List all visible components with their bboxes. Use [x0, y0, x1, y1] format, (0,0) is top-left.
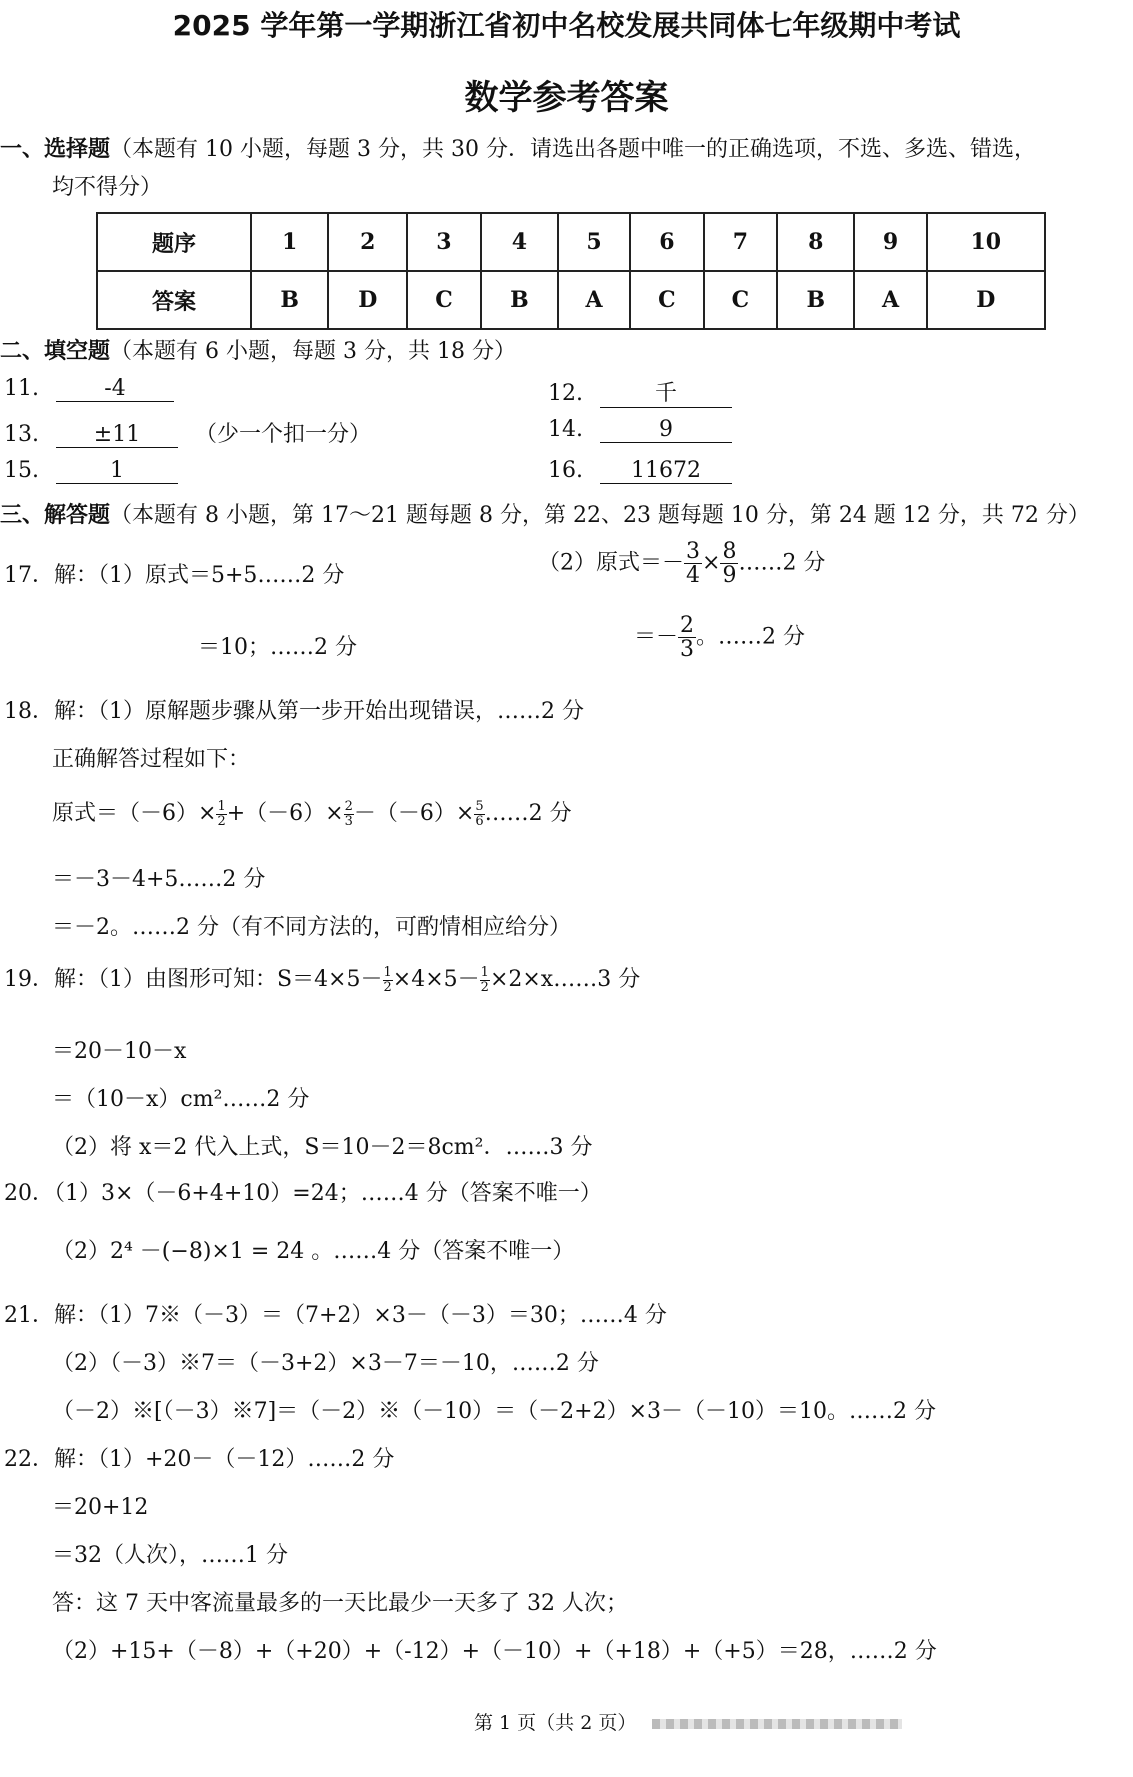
table-cell: B	[777, 271, 854, 329]
item-number: 13.	[4, 422, 39, 447]
item-number: 16.	[548, 458, 583, 483]
q19-text: 19．解：（1）由图形可知：S＝4×5－	[4, 967, 383, 992]
fraction-den: 3	[344, 813, 353, 829]
fill-item-11	[4, 376, 174, 402]
fill-item-16	[548, 458, 732, 484]
table-cell: 1	[251, 213, 328, 271]
fraction-num: 5	[475, 798, 484, 814]
fraction	[216, 800, 226, 828]
fraction	[474, 800, 484, 828]
table-cell: C	[704, 271, 778, 329]
section1-label: 一、选择题	[0, 137, 111, 162]
table-cell: 7	[704, 213, 778, 271]
q21-line2: （2）（－3）※7＝（－3+2）×3－7＝－10，……2 分	[52, 1351, 599, 1376]
item-number: 14.	[548, 417, 583, 442]
q22-line1: 22．解：（1）+20－（－12）……2 分	[4, 1447, 395, 1472]
table-cell: 9	[854, 213, 926, 271]
fraction-num: 8	[722, 539, 737, 564]
q22-line4: 答：这 7 天中客流量最多的一天比最少一天多了 32 人次；	[52, 1591, 628, 1616]
q21-line1: 21．解：（1）7※（－3）＝（7+2）×3－（－3）＝30；……4 分	[4, 1303, 667, 1328]
table-cell: 3	[407, 213, 481, 271]
q22-line5: （2）+15+（－8）+（+20）+（-12）+（－10）+（+18）+（+5）＝28，……2 分	[52, 1639, 937, 1664]
table-cell: D	[927, 271, 1045, 329]
section1-desc-cont: 均不得分）	[52, 175, 163, 200]
fraction-num: 1	[383, 964, 392, 980]
q17-part1-line1: 17．解：（1）原式＝5+5……2 分	[4, 563, 345, 588]
item-number: 12.	[548, 381, 583, 406]
page-number: 第 1 页（共 2 页）	[474, 1712, 637, 1734]
q17-text: ×	[702, 550, 721, 576]
table-cell: D	[328, 271, 407, 329]
fraction-num: 3	[686, 539, 700, 564]
q22-line2: ＝20+12	[52, 1495, 149, 1520]
fill-answer: ±11	[56, 422, 178, 448]
table-cell: 5	[558, 213, 630, 271]
table-cell: A	[854, 271, 926, 329]
section2-desc: （本题有 6 小题，每题 3 分，共 18 分）	[110, 339, 516, 364]
page-footer	[474, 1708, 902, 1735]
fraction-num: 2	[344, 798, 353, 814]
q18-line4: ＝－3－4+5……2 分	[52, 867, 266, 892]
item-number: 11.	[4, 376, 39, 401]
fill-answer: 9	[600, 417, 732, 443]
table-cell: B	[481, 271, 558, 329]
fraction-num: 2	[680, 613, 695, 638]
q18-text: +（－6）×	[226, 801, 344, 826]
q19-line4: （2）将 x＝2 代入上式，S＝10－2＝8cm²．……3 分	[52, 1135, 593, 1160]
fill-answer: 千	[600, 376, 732, 408]
fraction	[383, 966, 393, 994]
q17-part1-line2: ＝10；……2 分	[198, 635, 357, 660]
table-cell: B	[251, 271, 328, 329]
section1-desc: （本题有 10 小题，每题 3 分，共 30 分．请选出各题中唯一的正确选项，不选、多选、错选，	[110, 137, 1036, 162]
q19-line3: ＝（10－x）cm²……2 分	[52, 1087, 310, 1112]
fill-item-15	[4, 458, 178, 484]
fraction-num: 1	[480, 964, 489, 980]
fill-answer: -4	[56, 376, 174, 402]
q20-line1: 20．（1）3×（－6+4+10）=24；……4 分（答案不唯一）	[4, 1181, 602, 1206]
q18-text: ……2 分	[484, 801, 572, 826]
fill-item-13	[4, 417, 371, 448]
q17-text: ……2 分	[738, 550, 826, 576]
answer-key-subtitle: 数学参考答案	[464, 78, 669, 118]
section2-heading	[0, 334, 516, 365]
q17-part2-line1	[538, 540, 825, 587]
table-cell: 2	[328, 213, 407, 271]
fraction	[684, 540, 702, 587]
q18-line1: 18．解：（1）原解题步骤从第一步开始出现错误，……2 分	[4, 699, 584, 724]
q19-line1	[4, 962, 640, 994]
q17-text: （2）原式＝－	[538, 550, 684, 576]
table-header-number: 题序	[97, 213, 251, 271]
section3-desc: （本题有 8 小题，第 17～21 题每题 8 分，第 22、23 题每题 10 分，第 24 题 12 分，共 72 分）	[110, 503, 1090, 528]
q17-text: ＝－	[634, 624, 679, 650]
q21-line3: （－2）※[（－3）※7]＝（－2）※（－10）＝（－2+2）×3－（－10）＝10。……2 分	[52, 1399, 936, 1424]
fraction-den: 2	[480, 979, 489, 995]
fraction-den: 3	[680, 637, 695, 663]
table-cell: C	[407, 271, 481, 329]
section1-heading	[0, 132, 1036, 163]
fraction	[344, 800, 354, 828]
fraction-den: 6	[475, 813, 484, 829]
q20-line2: （2）2⁴ －(−8)×1 = 24 。……4 分（答案不唯一）	[52, 1239, 575, 1264]
table-cell: 8	[777, 213, 854, 271]
table-cell: 4	[481, 213, 558, 271]
table-cell: 10	[927, 213, 1045, 271]
fill-note: （少一个扣一分）	[195, 422, 372, 447]
fill-answer: 11672	[600, 458, 732, 484]
q18-line2: 正确解答过程如下：	[52, 747, 251, 772]
table-row-answers	[97, 271, 1045, 329]
fill-item-14	[548, 417, 732, 443]
fraction-den: 2	[383, 979, 392, 995]
item-number: 15.	[4, 458, 39, 483]
table-cell: C	[630, 271, 704, 329]
table-cell: A	[558, 271, 630, 329]
q18-text: －（－6）×	[353, 801, 475, 826]
section3-heading	[0, 498, 1090, 529]
table-row-numbers	[97, 213, 1045, 271]
section2-label: 二、填空题	[0, 339, 111, 364]
fraction	[480, 966, 490, 994]
q18-line3	[52, 796, 572, 828]
fraction-den: 2	[217, 813, 226, 829]
q19-text: ×4×5－	[392, 967, 480, 992]
section3-label: 三、解答题	[0, 503, 111, 528]
table-header-answer: 答案	[97, 271, 251, 329]
q22-line3: ＝32（人次），……1 分	[52, 1543, 288, 1568]
q19-text: ×2×x……3 分	[489, 967, 641, 992]
exam-title: 2025 学年第一学期浙江省初中名校发展共同体七年级期中考试	[172, 9, 961, 42]
fraction	[720, 540, 738, 587]
q19-line2: ＝20－10－x	[52, 1039, 187, 1064]
answer-table	[96, 212, 1046, 330]
q17-part2-line2	[634, 614, 805, 661]
q17-text: 。……2 分	[696, 624, 806, 650]
fill-item-12	[548, 376, 732, 408]
fraction-den: 4	[686, 563, 700, 589]
fraction-num: 1	[217, 798, 226, 814]
fill-answer: 1	[56, 458, 178, 484]
q18-line5: ＝－2。……2 分（有不同方法的，可酌情相应给分）	[52, 915, 571, 940]
watermark	[652, 1719, 902, 1729]
fraction-den: 9	[722, 563, 737, 589]
table-cell: 6	[630, 213, 704, 271]
q18-text: 原式＝（－6）×	[52, 801, 217, 826]
fraction	[678, 614, 696, 661]
